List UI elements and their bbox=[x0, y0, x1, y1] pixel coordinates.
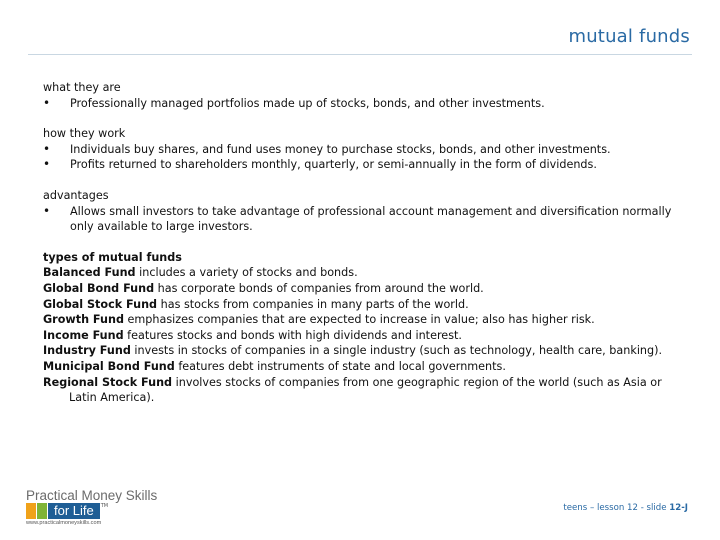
section-types-of-funds bbox=[43, 250, 683, 406]
footer-lesson: teens – lesson 12 - slide bbox=[563, 503, 670, 513]
section-advantages bbox=[43, 188, 683, 235]
fund-type-name: Growth Fund bbox=[43, 313, 124, 327]
bullet-text: Individuals buy shares, and fund uses money to purchase stocks, bonds, and other investments. bbox=[70, 142, 611, 156]
fund-type-item bbox=[43, 359, 683, 375]
fund-type-desc: includes a variety of stocks and bonds. bbox=[135, 266, 358, 280]
fund-type-desc: has corporate bonds of companies from around the world. bbox=[154, 281, 484, 295]
fund-type-item bbox=[43, 312, 683, 328]
section-heading: how they work bbox=[43, 127, 126, 141]
bullet-item bbox=[43, 157, 683, 173]
fund-type-item bbox=[43, 297, 683, 313]
fund-type-item bbox=[43, 265, 683, 281]
fund-type-item bbox=[43, 328, 683, 344]
fund-type-item bbox=[43, 375, 683, 406]
bullet-text: Professionally managed portfolios made up of stocks, bonds, and other investments. bbox=[70, 96, 545, 110]
section-heading: what they are bbox=[43, 81, 121, 94]
section-how-they-work bbox=[43, 126, 683, 173]
fund-type-item bbox=[43, 281, 683, 297]
practical-money-skills-logo bbox=[26, 488, 176, 528]
fund-type-name: Global Bond Fund bbox=[43, 281, 155, 295]
fund-type-desc: involves stocks of companies from one geographic region of the world (such as Asia or Latin America). bbox=[69, 375, 662, 405]
bullet-text: Allows small investors to take advantage of professional account management and diversification normally only available to large investors. bbox=[70, 204, 672, 234]
logo-green-square bbox=[37, 503, 47, 519]
bullet-icon: • bbox=[43, 203, 51, 218]
slide-content bbox=[43, 80, 683, 421]
bullet-item bbox=[43, 96, 683, 112]
bullet-item bbox=[43, 204, 683, 235]
logo-trademark: TM bbox=[100, 503, 109, 509]
fund-type-desc: features stocks and bonds with high dividends and interest. bbox=[123, 328, 462, 342]
fund-type-desc: features debt instruments of state and local governments. bbox=[174, 359, 506, 373]
fund-type-name: Industry Fund bbox=[43, 344, 131, 358]
fund-type-desc: has stocks from companies in many parts of the world. bbox=[157, 297, 469, 311]
slide-title: mutual funds bbox=[568, 26, 690, 47]
logo-orange-square bbox=[26, 503, 36, 519]
bullet-icon: • bbox=[43, 95, 51, 110]
logo-line1: Practical Money Skills bbox=[26, 488, 158, 503]
bullet-text: Profits returned to shareholders monthly, quarterly, or semi-annually in the form of dividends. bbox=[70, 158, 597, 172]
logo-line2 bbox=[26, 503, 176, 519]
bullet-item bbox=[43, 142, 683, 158]
fund-type-desc: emphasizes companies that are expected to increase in value; also has higher risk. bbox=[123, 313, 595, 327]
fund-type-name: Regional Stock Fund bbox=[43, 375, 173, 389]
bullet-icon: • bbox=[43, 157, 51, 172]
fund-type-name: Balanced Fund bbox=[43, 266, 136, 280]
bullet-icon: • bbox=[43, 141, 51, 156]
section-heading: types of mutual funds bbox=[43, 250, 182, 264]
slide-footer bbox=[563, 503, 688, 513]
fund-type-name: Municipal Bond Fund bbox=[43, 359, 175, 373]
logo-for-life: for Life bbox=[48, 503, 100, 519]
logo-url: www.practicalmoneyskills.com bbox=[26, 520, 102, 526]
section-heading: advantages bbox=[43, 188, 109, 202]
fund-type-item bbox=[43, 343, 683, 359]
section-what-they-are bbox=[43, 80, 683, 111]
fund-type-desc: invests in stocks of companies in a single industry (such as technology, health care, banking). bbox=[130, 344, 663, 358]
footer-slide-number: 12-J bbox=[669, 503, 688, 513]
title-divider bbox=[28, 54, 692, 55]
fund-type-name: Income Fund bbox=[43, 328, 124, 342]
fund-type-name: Global Stock Fund bbox=[43, 297, 158, 311]
